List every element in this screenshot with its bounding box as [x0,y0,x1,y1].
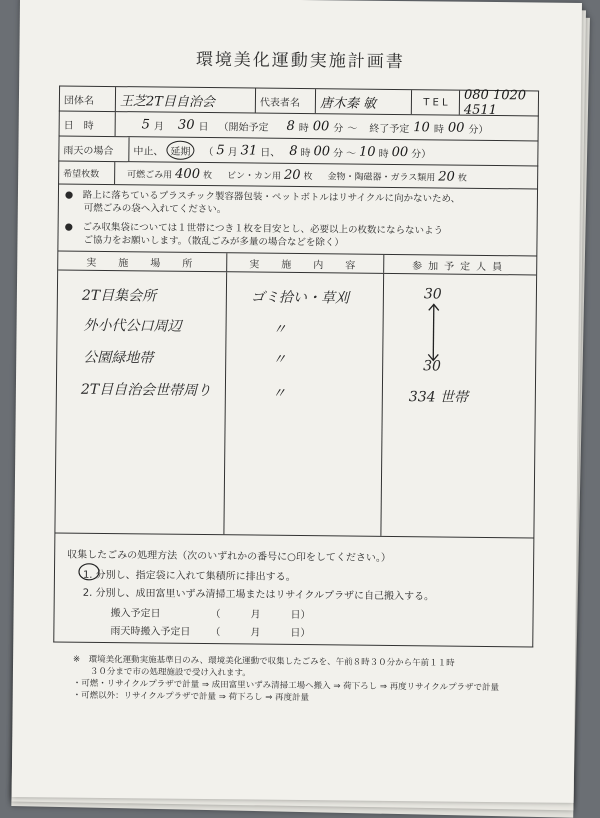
bags-burnable-count: 400 [175,166,201,182]
datetime-month-unit: 月 [153,120,165,133]
rep-label: 代表者名 [256,89,316,114]
datetime-hour-unit: 時 [298,122,309,134]
activity-table [54,250,537,538]
note-line: ● 路上に落ちているプラスチック製容器包装・ペットボトルはリサイクルに向かないため、 [64,189,461,205]
datetime-end-min: 00 [447,120,465,136]
rain-start-min: 00 [313,143,331,159]
table-row-place: 公園緑地帯 [83,349,154,367]
people-households: 334 世帯 [408,389,469,406]
rain-row [58,135,538,165]
rep-value: 唐木秦 敏 [316,89,412,114]
table-row-content: 〃 [272,351,287,368]
rain-delivery-date-label: 雨天時搬入予定日 [110,626,191,638]
table-row-content: ゴミ拾い・草刈 [250,289,349,307]
note-line: ● ごみ収集袋については１世帯につき１枚を目安とし、必要以上の枚数にならないよう [64,221,444,237]
footer-notes [73,654,533,707]
rain-value [129,137,537,165]
bags-burnable-label: 可燃ごみ用 [127,169,173,181]
footer-line: ・可燃以外：リサイクルプラザで計量 ⇒ 荷下ろし ⇒ 再度計量 [72,690,310,704]
rain-delivery-date-value: （ 月 日） [210,627,311,640]
rain-option-cancel: 中止、 [133,145,164,158]
place-column [55,270,227,534]
content-column [224,272,384,536]
bags-metal-count: 20 [438,168,455,185]
datetime-start-min: 00 [312,118,330,134]
datetime-value [116,112,538,140]
rain-day: 31 [240,142,258,159]
disposal-option-1: 1. 分別し、指定袋に入れて集積所に排出する。 [82,569,296,583]
header-place: 実 施 場 所 [58,251,227,271]
datetime-day: 30 [177,117,195,133]
table-row-content: 〃 [271,385,286,402]
rain-end-min: 00 [391,144,409,160]
rain-end-hour-unit: 時 [378,148,389,160]
bags-bincan-count: 20 [283,167,301,183]
datetime-close: 分） [468,124,489,136]
bags-label: 希望枚数 [59,161,115,184]
notes-block [57,183,538,255]
rain-start-hour: 8 [289,143,298,159]
rain-end-hour: 10 [358,144,376,160]
note-line: ご協力をお願いします。（散乱ごみが多量の場合などを除く） [64,234,345,249]
table-row-content: 〃 [272,321,287,338]
rain-month: 5 [216,142,225,158]
org-value: 王芝2T目自治会 [116,87,256,112]
datetime-month: 5 [141,116,151,132]
note-line: 可燃ごみの袋へ入れてください。 [64,202,227,216]
bags-burnable-unit: 枚 [202,170,213,181]
datetime-end-hour: 10 [413,119,430,135]
people-top: 30 [423,286,442,303]
org-label: 団体名 [60,86,116,111]
bags-bincan-unit: 枚 [303,171,313,182]
header-content: 実 施 内 容 [227,253,384,273]
rain-hour-unit: 時 [300,147,311,159]
datetime-day-unit: 日 [198,121,209,133]
bags-value [115,162,537,188]
people-column [381,274,536,538]
datetime-row [59,110,539,140]
disposal-block [53,533,534,647]
org-row [59,85,539,119]
datetime-end-hour-unit: 時 [433,123,444,136]
range-arrow-icon [423,302,444,362]
plan-form [53,85,539,647]
bags-metal-unit: 枚 [457,173,467,184]
datetime-end-label: 終了予定 [369,123,410,135]
table-row-place: 外小代公口周辺 [83,317,182,335]
delivery-date-label: 搬入予定日 [110,608,161,620]
rain-day-unit: 日、 [260,147,281,159]
table-body [55,270,536,537]
datetime-min-unit: 分 [333,122,344,134]
paper-sheet [12,0,582,803]
delivery-date-value: （ 月 日） [210,609,311,622]
bags-bincan-label: ビン・カン用 [226,170,282,182]
tel-label: T E L [412,90,460,115]
datetime-start-label: （開始予定 [218,121,269,134]
rain-min-unit: 分 [332,147,344,159]
people-bottom: 30 [423,358,442,375]
rain-option-postpone: 延期 [166,140,194,159]
footer-line: ※ 環境美化運動実施基準日のみ、環境美化運動で収集したごみを、午前８時３０分から午前１１時 [73,654,455,669]
rain-tilde: ～ [345,147,357,160]
bags-metal-label: 金物・陶磁器・ガラス類用 [327,171,436,183]
table-row-place: 2T目自治会世帯周り [80,381,212,400]
table-row-place: 2T目集会所 [81,287,157,305]
tel-value: 080 1020 4511 [463,87,527,119]
selection-circle-icon [77,562,101,582]
rain-label: 雨天の場合 [59,136,129,161]
disposal-option-2: 2. 分別し、成田富里いずみ清掃工場またはリサイクルプラザに自己搬入する。 [82,587,435,603]
rain-month-unit: 月 [227,146,238,158]
datetime-label: 日 時 [60,111,116,136]
datetime-tilde: ～ [347,122,358,135]
disposal-title: 収集したごみの処理方法（次のいずれかの番号に○印をしてください。） [67,549,391,564]
footer-line: ３０分まで市の処理施設で受け入れます。 [72,666,251,679]
header-people: 参加予定人員 [412,260,509,273]
rain-open: （ [203,146,214,158]
footer-line: ・可燃・リサイクルプラザで計量 ⇒ 成田富里いずみ清掃工場へ搬入 ⇒ 荷下ろし ⇒ 再度リサイクルプラザで計量 [72,678,500,694]
datetime-start-hour: 8 [286,118,295,134]
document-title: 環境美化運動実施計画書 [195,49,405,73]
rain-close: 分） [411,148,432,160]
